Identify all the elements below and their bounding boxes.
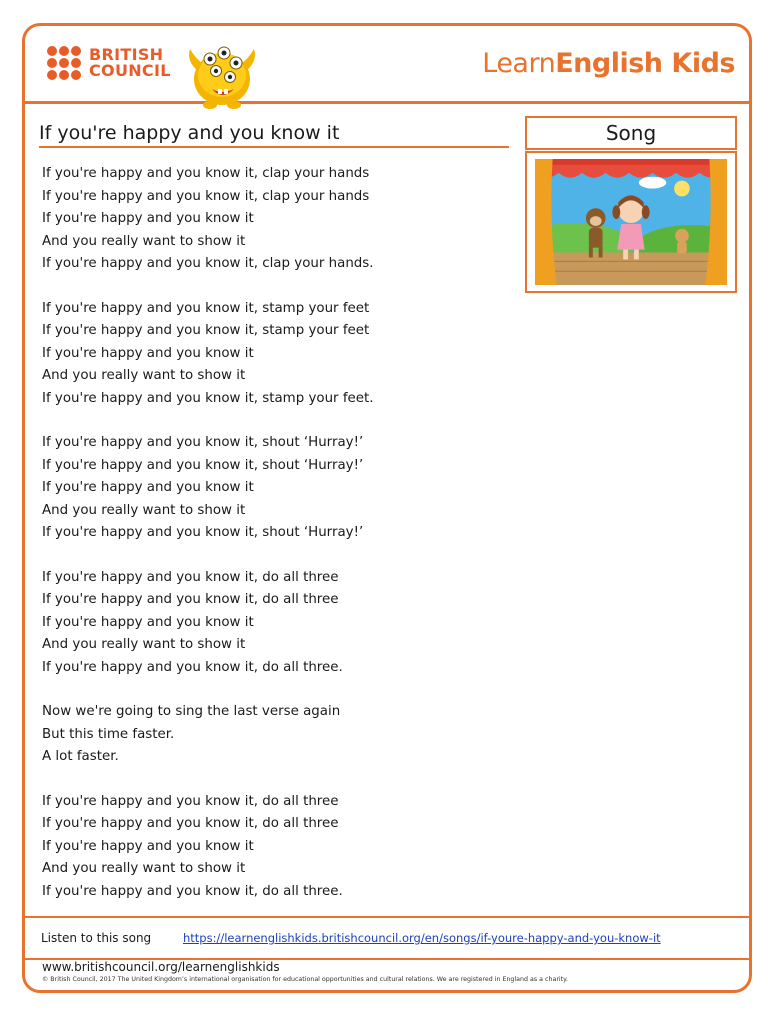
lyric-line: If you're happy and you know it, clap your hands bbox=[42, 166, 370, 181]
lyric-line: If you're happy and you know it, do all three. bbox=[42, 883, 343, 899]
lyric-line: If you're happy and you know it, shout ‘Hurray!’ bbox=[42, 435, 364, 450]
lyric-line: If you're happy and you know it, do all three. bbox=[42, 659, 343, 675]
british-council-logo bbox=[47, 46, 171, 80]
lyric-line: If you're happy and you know it, stamp your feet. bbox=[42, 390, 374, 406]
lyric-line: If you're happy and you know it bbox=[42, 838, 254, 854]
lyric-line: If you're happy and you know it bbox=[42, 345, 254, 361]
song-link[interactable]: https://learnenglishkids.britishcouncil.org/en/songs/if-youre-happy-and-you-know-it bbox=[183, 931, 661, 945]
lyric-line: And you really want to show it bbox=[42, 637, 246, 652]
lyric-line: And you really want to show it bbox=[42, 233, 246, 249]
lyric-line: Now we're going to sing the last verse again bbox=[42, 704, 341, 719]
learnenglish-kids-logo bbox=[482, 48, 735, 79]
lyric-line: And you really want to show it bbox=[42, 861, 246, 876]
verse-1 bbox=[42, 163, 512, 276]
footer-url: www.britishcouncil.org/learnenglishkids bbox=[42, 960, 280, 974]
lyrics bbox=[42, 163, 512, 925]
verse-4 bbox=[42, 567, 512, 680]
verse-5 bbox=[42, 701, 512, 769]
page-frame bbox=[22, 23, 752, 993]
verse-6 bbox=[42, 791, 512, 904]
lyric-line: If you're happy and you know it, stamp your feet bbox=[42, 300, 370, 316]
lyric-line: If you're happy and you know it, do all three bbox=[42, 816, 339, 831]
lyric-line: A lot faster. bbox=[42, 749, 119, 764]
lyric-line: If you're happy and you know it, clap your hands. bbox=[42, 256, 374, 271]
song-type-box bbox=[525, 116, 737, 150]
listen-label: Listen to this song bbox=[41, 931, 152, 945]
lyric-line: And you really want to show it bbox=[42, 368, 246, 383]
stage-scene-illustration bbox=[535, 159, 727, 285]
copyright-notice: © British Council, 2017 The United Kingdom’s international organisation for educational opportunities and cultural relations. We are registered in England as a charity. bbox=[42, 976, 568, 983]
lyric-line: If you're happy and you know it, clap your hands bbox=[42, 188, 370, 204]
lyric-line: If you're happy and you know it, do all three bbox=[42, 569, 339, 585]
lyric-line: If you're happy and you know it bbox=[42, 480, 254, 495]
song-title: If you're happy and you know it bbox=[39, 122, 340, 144]
header bbox=[25, 26, 749, 104]
monster-mascot-icon bbox=[180, 31, 265, 111]
lyric-line: If you're happy and you know it bbox=[42, 211, 254, 226]
lyric-line: If you're happy and you know it, shout ‘Hurray!’ bbox=[42, 457, 364, 473]
song-type-label: Song bbox=[605, 121, 657, 145]
listen-row bbox=[25, 916, 749, 960]
british-council-dots-icon bbox=[47, 46, 81, 80]
lek-logo-learn: Learn bbox=[482, 48, 556, 79]
bc-logo-line2: COUNCIL bbox=[89, 61, 171, 80]
lyric-line: If you're happy and you know it, stamp your feet bbox=[42, 323, 370, 338]
song-illustration bbox=[525, 151, 737, 293]
lyric-line: And you really want to show it bbox=[42, 502, 246, 518]
bc-logo-line1: BRITISH bbox=[89, 45, 164, 64]
lyric-line: If you're happy and you know it, shout ‘Hurray!’ bbox=[42, 525, 364, 540]
title-row bbox=[39, 122, 509, 148]
lek-logo-english-kids: English Kids bbox=[555, 48, 735, 79]
verse-2 bbox=[42, 298, 512, 411]
lyric-line: If you're happy and you know it bbox=[42, 614, 254, 630]
lyric-line: But this time faster. bbox=[42, 726, 175, 742]
lyric-line: If you're happy and you know it, do all three bbox=[42, 592, 339, 607]
lyric-line: If you're happy and you know it, do all three bbox=[42, 793, 339, 809]
verse-3 bbox=[42, 432, 512, 545]
